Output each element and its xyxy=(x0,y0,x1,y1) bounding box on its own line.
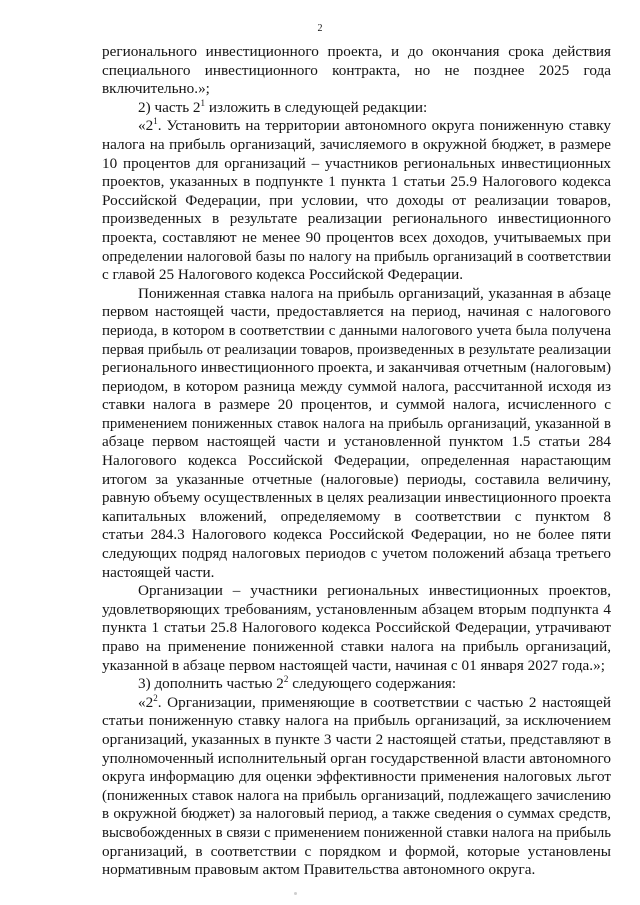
text-line xyxy=(102,117,611,136)
superscript: 2 xyxy=(283,674,289,685)
text-line: периодом, в котором разница между суммой налога, рассчитанной исходя из xyxy=(102,377,611,395)
text-line: 10 процентов для организаций – участников региональных инвестиционных xyxy=(102,154,611,172)
text-line: определении налоговой базы по налогу на прибыль организаций в соответствии xyxy=(102,248,611,265)
text-line: статьи пониженную ставку налога на прибыль организаций, за исключением xyxy=(102,712,611,730)
text-line: ставки налога в размере 20 процентов, и суммой налога, исчисленного с xyxy=(102,396,611,414)
text-line: регионального инвестиционного проекта, и заканчивая отчетным (налоговым) xyxy=(102,359,611,377)
text-line: итогом за указанные отчетные (налоговые) периоды, составила величину, xyxy=(102,470,611,488)
text-line: нормативным правовым актом Правительства автономного округа. xyxy=(102,861,536,879)
text-line: периода, в котором в соответствии с данными налогового учета была получена xyxy=(102,322,611,339)
text-line: проекта, составляют не менее 90 процентов всех доходов, учитываемых при xyxy=(102,228,611,246)
text-line: произведенных в результате реализации регионального инвестиционного xyxy=(102,210,611,228)
text-line: в окружной бюджет) за налоговый период, а также сведения о суммах средств, xyxy=(102,806,611,823)
text-run: . Организации, применяющие в соответствии с частью 2 настоящей xyxy=(157,693,611,711)
text-line: следующих подряд налоговых периодов с учетом положений абзаца третьего xyxy=(102,545,611,563)
text-line: абзаце первом настоящей части и установленной пунктом 1.5 статьи 284 xyxy=(102,433,611,451)
text-line: указанной в абзаце первом настоящей части, начиная с 01 января 2027 года.»; xyxy=(102,656,605,674)
text-line: удовлетворяющих требованиям, установленным абзацем вторым подпункта 4 xyxy=(102,600,611,618)
text-run: следующего содержания: xyxy=(288,675,457,693)
text-line: налога на прибыль организаций, зачисляемого в окружной бюджет, в размере xyxy=(102,135,611,153)
list-item-heading xyxy=(102,675,611,694)
text-line: Организации – участники региональных инвестиционных проектов, xyxy=(138,582,611,600)
text-line: первом настоящей части, предоставляется на период, начиная с налогового xyxy=(102,303,611,321)
text-line: округа информацию для оценки эффективности применения налоговых льгот xyxy=(102,768,611,786)
text-line: пункта 1 статьи 25.8 Налогового кодекса Российской Федерации, утрачивают xyxy=(102,619,611,637)
text-line: Пониженная ставка налога на прибыль организаций, указанная в абзаце xyxy=(138,284,611,302)
text-run: 2) часть 2 xyxy=(138,98,201,116)
text-line: высвобожденных в связи с применением пониженной ставки налога на прибыль xyxy=(102,824,611,841)
text-line: (пониженных ставок налога на прибыль организаций, подлежащего зачислению xyxy=(102,787,611,804)
text-line: настоящей части. xyxy=(102,563,215,581)
page-number: 2 xyxy=(317,23,323,34)
text-line: Налогового кодекса Российской Федерации, определенная нарастающим xyxy=(102,452,611,470)
superscript: 1 xyxy=(200,97,206,108)
superscript: 1 xyxy=(153,116,158,127)
text-run: изложить в следующей редакции: xyxy=(205,98,428,116)
text-line: статьи 284.3 Налогового кодекса Российской Федерации, но не более пяти xyxy=(102,526,611,544)
list-item-heading xyxy=(102,99,611,118)
text-line: уполномоченный исполнительный орган государственной власти автономного xyxy=(102,749,611,767)
text-run: 3) дополнить частью 2 xyxy=(138,675,284,693)
text-line: с главой 25 Налогового кодекса Российской Федерации. xyxy=(102,266,464,284)
text-line: организаций, указанных в пункте 3 части 2 настоящей статьи, представляют в xyxy=(102,730,611,748)
text-run: . Установить на территории автономного округа пониженную ставку xyxy=(157,117,611,135)
text-line: Российской Федерации, при условии, что доходы от реализации товаров, xyxy=(102,191,611,209)
text-line: специального инвестиционного контракта, но не позднее 2025 года xyxy=(102,61,611,79)
text-line: организаций, в соответствии с порядком и формой, которые установлены xyxy=(102,842,611,860)
text-line: право на применение пониженной ставки налога на прибыль организаций, xyxy=(102,638,611,655)
superscript: 2 xyxy=(153,692,158,703)
document-body xyxy=(102,43,611,880)
text-line: регионального инвестиционного проекта, и до окончания срока действия xyxy=(102,43,611,60)
text-line xyxy=(102,694,611,713)
text-line: равную объему осуществленных в целях реализации инвестиционного проекта xyxy=(102,490,611,507)
text-run: «2 xyxy=(138,693,154,711)
text-line: применением пониженных ставок налога на прибыль организаций, указанной в xyxy=(102,415,611,432)
text-line: капитальных вложений, определяемому в соответствии с пунктом 8 xyxy=(102,507,611,525)
text-line: проектов, указанных в подпункте 1 пункта 1 статьи 25.9 Налогового кодекса xyxy=(102,173,611,191)
text-run: «2 xyxy=(138,117,154,135)
scan-dot xyxy=(294,892,297,895)
text-line: первая прибыль от реализации товаров, произведенных в результате реализации xyxy=(102,341,611,358)
text-line: включительно.»; xyxy=(102,80,210,98)
